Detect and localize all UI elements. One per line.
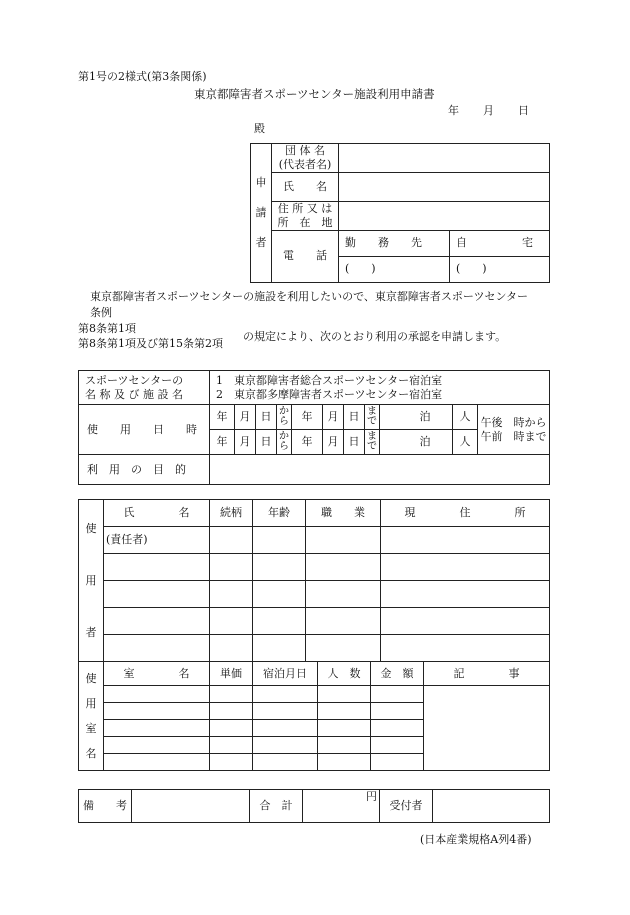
table-row bbox=[79, 554, 550, 581]
date-year: 年 bbox=[448, 104, 459, 117]
applicant-table bbox=[250, 143, 550, 283]
summary-table bbox=[78, 789, 550, 823]
time-range[interactable]: 午後 時から 午前 時まで bbox=[478, 405, 550, 455]
home-phone-field[interactable]: ( ) bbox=[450, 256, 550, 282]
statement-line1: 東京都障害者スポーツセンターの施設を利用したいので、東京都障害者スポーツセンター bbox=[90, 290, 529, 303]
jis-note: (日本産業規格A列4番) bbox=[420, 833, 532, 846]
users-table: 使 用 者 氏 名 続柄 年齢 職 業 現 住 所 (責任者) bbox=[78, 499, 550, 662]
table-row bbox=[79, 608, 550, 635]
statement-line3: の規定により、次のとおり利用の承認を申請します。 bbox=[243, 330, 507, 343]
purpose-field[interactable] bbox=[210, 455, 550, 485]
notes-label: 備 考 bbox=[79, 790, 132, 823]
facility-options[interactable]: 1 東京都障害者総合スポーツセンター宿泊室 2 東京都多摩障害者スポーツセンター宿泊室 bbox=[210, 371, 550, 405]
table-row bbox=[79, 581, 550, 608]
group-name-label: 団 体 名 (代表者名) bbox=[272, 144, 339, 173]
total-label: 合 計 bbox=[250, 790, 303, 823]
work-phone-field[interactable]: ( ) bbox=[339, 256, 450, 282]
address-label: 住 所 又 は 所 在 地 bbox=[272, 201, 339, 230]
rooms-table: 使 用 室 名 室 名 単価 宿泊月日 人 数 金 額 記 事 bbox=[78, 661, 550, 771]
name-field[interactable] bbox=[339, 172, 550, 201]
statement-article1: 第8条第1項 bbox=[78, 322, 136, 335]
facility-table: スポーツセンターの 名 称 及 び 施 設 名 1 東京都障害者総合スポーツセンター宿泊室 2 東京都多摩障害者スポーツセンター宿泊室 使 用 日 時 年 月 日 から 年 月 日 まで 泊 人 午後 時から 午前 時まで 年 月 日 から 年 月 日 まで 泊 人 利 用 の 目 的 bbox=[78, 370, 550, 485]
facility-label: スポーツセンターの 名 称 及 び 施 設 名 bbox=[79, 371, 210, 405]
home-phone-label: 自 宅 bbox=[450, 230, 550, 256]
responsible-person[interactable]: (責任者) bbox=[104, 527, 210, 554]
until-label: まで bbox=[365, 405, 380, 430]
statement-line2: 条例 bbox=[90, 306, 112, 319]
name-label: 氏 名 bbox=[272, 172, 339, 201]
statement-article2: 第8条第1項及び第15条第2項 bbox=[78, 337, 223, 350]
receipt-field[interactable] bbox=[433, 790, 550, 823]
form-title: 東京都障害者スポーツセンター施設利用申請書 bbox=[194, 87, 435, 101]
period-label: 使 用 日 時 bbox=[79, 405, 210, 455]
table-row bbox=[79, 686, 550, 703]
from-label: から bbox=[277, 405, 292, 430]
address-field[interactable] bbox=[339, 201, 550, 230]
phone-label: 電 話 bbox=[272, 230, 339, 282]
date-month: 月 bbox=[483, 104, 494, 117]
table-row bbox=[79, 635, 550, 662]
receipt-label: 受付者 bbox=[380, 790, 433, 823]
addressee: 殿 bbox=[254, 122, 265, 135]
group-name-field[interactable] bbox=[339, 144, 550, 173]
total-field[interactable]: 円 bbox=[303, 790, 380, 823]
notes-field[interactable] bbox=[132, 790, 250, 823]
work-phone-label: 勤 務 先 bbox=[339, 230, 450, 256]
people-label: 人 bbox=[453, 405, 478, 430]
applicant-side-label: 申 請 者 bbox=[251, 144, 272, 283]
purpose-label: 利 用 の 目 的 bbox=[79, 455, 210, 485]
nights-label: 泊 bbox=[380, 405, 453, 430]
form-number: 第1号の2様式(第3条関係) bbox=[78, 70, 207, 83]
date-day: 日 bbox=[518, 104, 529, 117]
users-side-label: 使 用 者 bbox=[79, 500, 104, 662]
rooms-side-label: 使 用 室 名 bbox=[79, 662, 104, 771]
remarks-field[interactable] bbox=[424, 686, 550, 771]
